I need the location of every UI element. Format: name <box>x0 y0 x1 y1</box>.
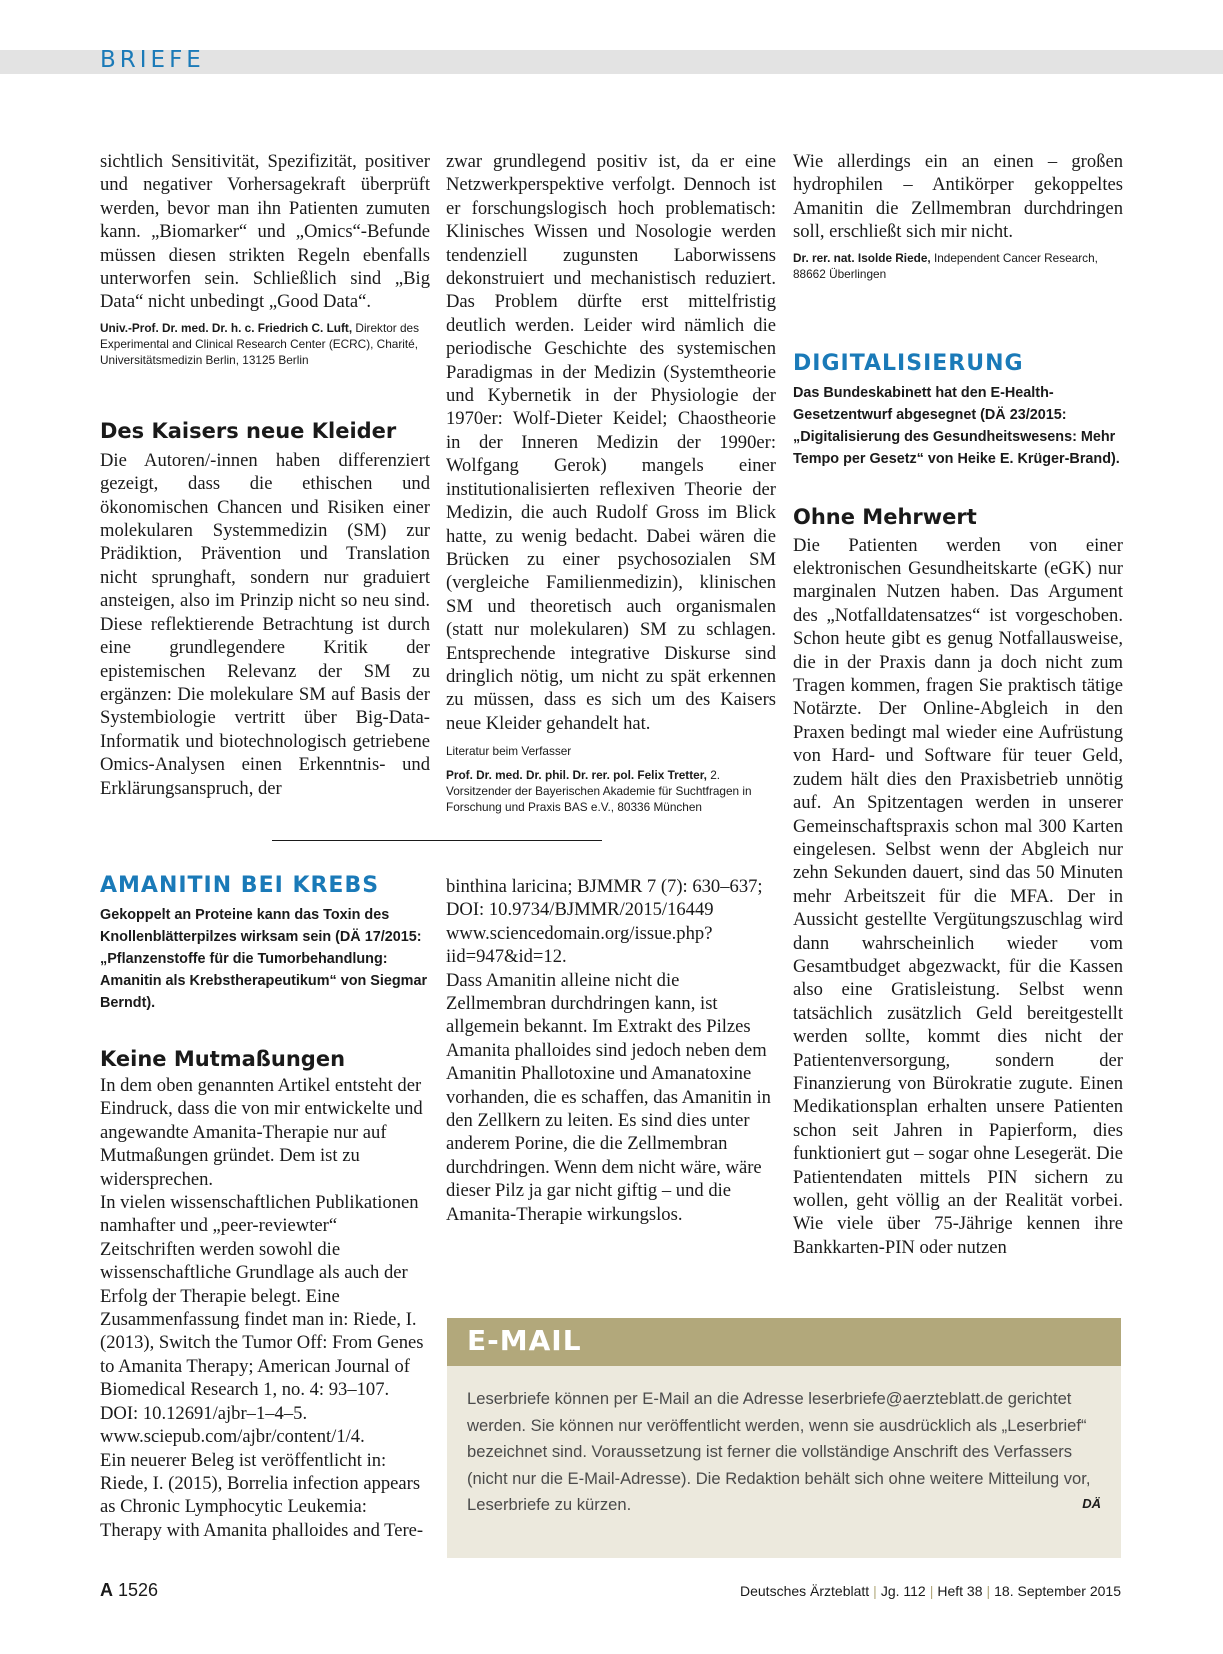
article-kaiser-text-1: Die Autoren/-innen haben differenziert gezeigt, dass die ethischen und ökonomischen Chancen und Risiken einer molekularen Systemmedizin (SM) zur Prädiktion, Prävention und Translation nicht sprunghaft, sondern nur graduiert ansteigen, also im Prinzip nicht so neu sind. Diese reflektierende Betrachtung ist durch eine grundlegendere Kritik der epistemischen Relevanz der SM zu ergänzen: Die molekulare SM auf Basis der Systembiologie vertritt über Big-Data-Informatik und biotechnologisch getriebene Omics-Analysen einen Erkenntnis- und Erklärungsanspruch, der <box>100 449 430 799</box>
footer-citation <box>740 1583 1121 1599</box>
section-label: BRIEFE <box>100 47 205 73</box>
amanitin-column-1 <box>100 872 430 1542</box>
footer-volume: Jg. 112 <box>880 1583 926 1599</box>
page-number-value: 1526 <box>118 1580 159 1600</box>
footer-date: 18. September 2015 <box>994 1583 1121 1599</box>
page-prefix: A <box>100 1580 113 1600</box>
byline-tretter-name: Prof. Dr. med. Dr. phil. Dr. rer. pol. Felix Tretter, <box>446 768 707 783</box>
email-info-box <box>447 1318 1121 1558</box>
article-mutmassungen-text-2: binthina laricina; BJMMR 7 (7): 630–637; DOI: 10.9734/BJMMR/2015/16449 www.sciencedomain.org/issue.php?iid=947&id=12. Dass Amanitin alleine nicht die Zellmembran durchdringen kann, ist allgemein bekannt. Im Extrakt des Pilzes Amanita phalloides sind jedoch neben dem Amanitin Phallotoxine und Amanatoxine vorhanden, die es schaffen, das Amanitin in den Zellkern zu leiten. Es sind dies unter anderem Porine, die die Zellmembran durchdringen. Wenn dem nicht wäre, wäre dieser Pilz ja gar nicht giftig – und die Amanita-Therapie wirkungslos. <box>446 876 771 1225</box>
article-mehrwert-text: Die Patienten werden von einer elektronischen Gesundheitskarte (eGK) nur marginalen Nutzen haben. Das Argument des „Notfalldatensatzes“ ist vorgeschoben. Schon heute gibt es genug Notfallausweise, die in der Praxis dann ja doch nicht zum Tragen kommen, fragen Sie praktisch tätige Notärzte. Der Online-Abgleich in den Praxen bedingt mal wieder eine Aufrüstung von Hard- und Software für teuer Geld, zudem hält dies den Praxisbetrieb unnötig auf. An Spitzentagen werden in unserer Gemeinschaftspraxis schon mal 300 Karten eingelesen. Selbst wenn der Abgleich nur zehn Sekunden dauert, sind das 50 Minuten mehr Arbeitszeit für die MFA. Der in Aussicht gestellte Vergütungszuschlag wird dann wahrscheinlich wieder vom Gesamtbudget abgezwackt, für die Kassen also eine Gratisleistung. Selbst wenn tatsächlich zusätzlich Geld bereitgestellt werden sollte, kommt dies nicht der Patientenversorgung, sondern der Finanzierung von Bürokratie zugute. Einen Medikationsplan erhalten unsere Patienten schon seit Jahren in Papierform, dies funktioniert gut – sogar ohne Lesegerät. Die Patientendaten mittels PIN sichern zu wollen, geht völlig an der Realität vorbei. Wie viele über 75-Jährige kennen ihre Bankkarten-PIN oder nutzen <box>793 534 1123 1258</box>
footer-separator: | <box>929 1583 934 1599</box>
email-box-text: Leserbriefe können per E-Mail an die Adresse leserbriefe@aerzteblatt.de gerichtet werden. Sie können nur veröffentlicht werden, wenn sie ausdrücklich als „Leserbrief“ bezeichnet sind. Voraussetzung ist ferner die vollständige Anschrift des Verfassers (nicht nur die E-Mail-Adresse). Die Redaktion behält sich ohne weitere Mitteilung vor, Leserbriefe zu kürzen. <box>467 1389 1091 1515</box>
article-heading-mehrwert: Ohne Mehrwert <box>793 504 977 529</box>
section-title-amanitin: AMANITIN BEI KREBS <box>100 873 380 898</box>
byline-riede <box>793 250 1123 282</box>
byline-riede-name: Dr. rer. nat. Isolde Riede, <box>793 250 931 265</box>
article-kaiser-text-2: zwar grundlegend positiv ist, da er eine Netzwerkperspektive verfolgt. Dennoch ist er forschungslogisch hoch problematisch: Klinisches Wissen und Nosologie werden tendenziell zugunsten Laborwissens dekonstruiert und mechanistisch reduziert. Das Problem dürfte erst mittelfristig deutlich werden. Leider wird nämlich die periodische Geschichte des systemischen Paradigmas in der Medizin (Systemtheorie und Kybernetik in der Physiologie der 1970er: Wolf-Dieter Keidel; Chaostheorie in der Inneren Medizin der 1990er: Wolfgang Gerok) mangels einer institutionalisierten reflexiven Theorie der Medizin, die auch Rudolf Gross im Blick hatte, zu wenig bedacht. Dabei wären die Brücken zu einer psychosozialen SM (vergleiche Familienmedizin), klinischen SM und theoretisch auch organismalen (statt nur molekularen) SM zu schlagen. Entsprechende integrative Diskurse sind dringlich nötig, um nicht zu spät erkennen zu müssen, dass es sich um des Kaisers neue Kleider gehandelt hat. <box>446 151 776 734</box>
email-box-signature: DÄ <box>1082 1496 1101 1511</box>
letter-luft-text: sichtlich Sensitivität, Spezifizität, positiver und negativer Vorhersagekraft überprüft werden, bevor man ihn Patienten zumuten kann. „Biomarker“ und „Omics“-Befunde müssen diesen strikten Regeln ebenfalls unterworfen sein. Schließlich sind „Big Data“ nicht unbedingt „Good Data“. <box>100 151 430 313</box>
footer-journal: Deutsches Ärzteblatt <box>740 1583 870 1599</box>
column-1 <box>100 150 430 800</box>
letter-riede-end-text: Wie allerdings ein an einen – großen hydrophilen – Antikörper gekoppeltes Amanitin die Zellmembran durchdringen soll, erschließt sich mir nicht. <box>793 151 1123 243</box>
page-number <box>100 1580 158 1601</box>
byline-tretter-affiliation: 2. Vorsitzender der Bayerischen Akademie für Suchtfragen in Forschung und Praxis BAS e.V., 80336 München <box>446 768 752 815</box>
footer-issue: Heft 38 <box>937 1583 983 1599</box>
byline-tretter <box>446 767 776 815</box>
email-box-title: E-MAIL <box>467 1324 582 1357</box>
section-teaser-amanitin: Gekoppelt an Proteine kann das Toxin des Knollenblätterpilzes wirksam sein (DÄ 17/2015: „Pflanzenstoffe für die Tumorbehandlung: Amanitin als Krebstherapeutikum“ von Siegmar Berndt). <box>100 907 428 1011</box>
column-3 <box>793 150 1123 1259</box>
article-mutmassungen-text-1: In dem oben genannten Artikel entsteht der Eindruck, dass die von mir entwickelte und angewandte Amanita-Therapie nur auf Mutmaßungen gründet. Dem ist zu widersprechen. In vielen wissenschaftlichen Publikationen namhafter und „peer-reviewter“ Zeitschriften werden sowohl die wissenschaftliche Grundlage als auch der Erfolg der Therapie belegt. Eine Zusammenfassung findet man in: Riede, I. (2013), Switch the Tumor Off: From Genes to Amanita Therapy; American Journal of Biomedical Research 1, no. 4: 93–107. DOI: 10.12691/ajbr–1–4–5. www.sciepub.com/ajbr/content/1/4. Ein neuerer Beleg ist veröffentlicht in: Riede, I. (2015), Borrelia infection appears as Chronic Lymphocytic Leukemia: Therapy with Amanita phalloides and Tere- <box>100 1075 424 1541</box>
article-heading-kaiser: Des Kaisers neue Kleider <box>100 418 397 443</box>
byline-riede-affiliation: Independent Cancer Research, 88662 Überlingen <box>793 250 1098 281</box>
article-heading-mutmassungen: Keine Mutmaßungen <box>100 1047 346 1071</box>
column-divider-rule <box>272 840 602 841</box>
footer-separator: | <box>986 1583 991 1599</box>
byline-luft-affiliation: Direktor des Experimental and Clinical Research Center (ECRC), Charité, Universitätsmedizin Berlin, 13125 Berlin <box>100 320 420 367</box>
section-title-digitalisierung: DIGITALISIERUNG <box>793 350 1024 376</box>
email-box-header <box>447 1318 1121 1366</box>
byline-luft <box>100 320 430 368</box>
footer-separator: | <box>873 1583 877 1599</box>
section-teaser-digitalisierung: Das Bundeskabinett hat den E-Health-Gesetzentwurf abgesegnet (DÄ 23/2015: „Digitalisierung des Gesundheitswesens: Mehr Tempo per Gesetz“ von Heike E. Krüger-Brand). <box>793 384 1120 467</box>
byline-luft-name: Univ.-Prof. Dr. med. Dr. h. c. Friedrich C. Luft, <box>100 320 353 335</box>
amanitin-column-2 <box>446 875 776 1226</box>
literature-note: Literatur beim Verfasser <box>446 744 572 759</box>
column-2 <box>446 150 776 815</box>
